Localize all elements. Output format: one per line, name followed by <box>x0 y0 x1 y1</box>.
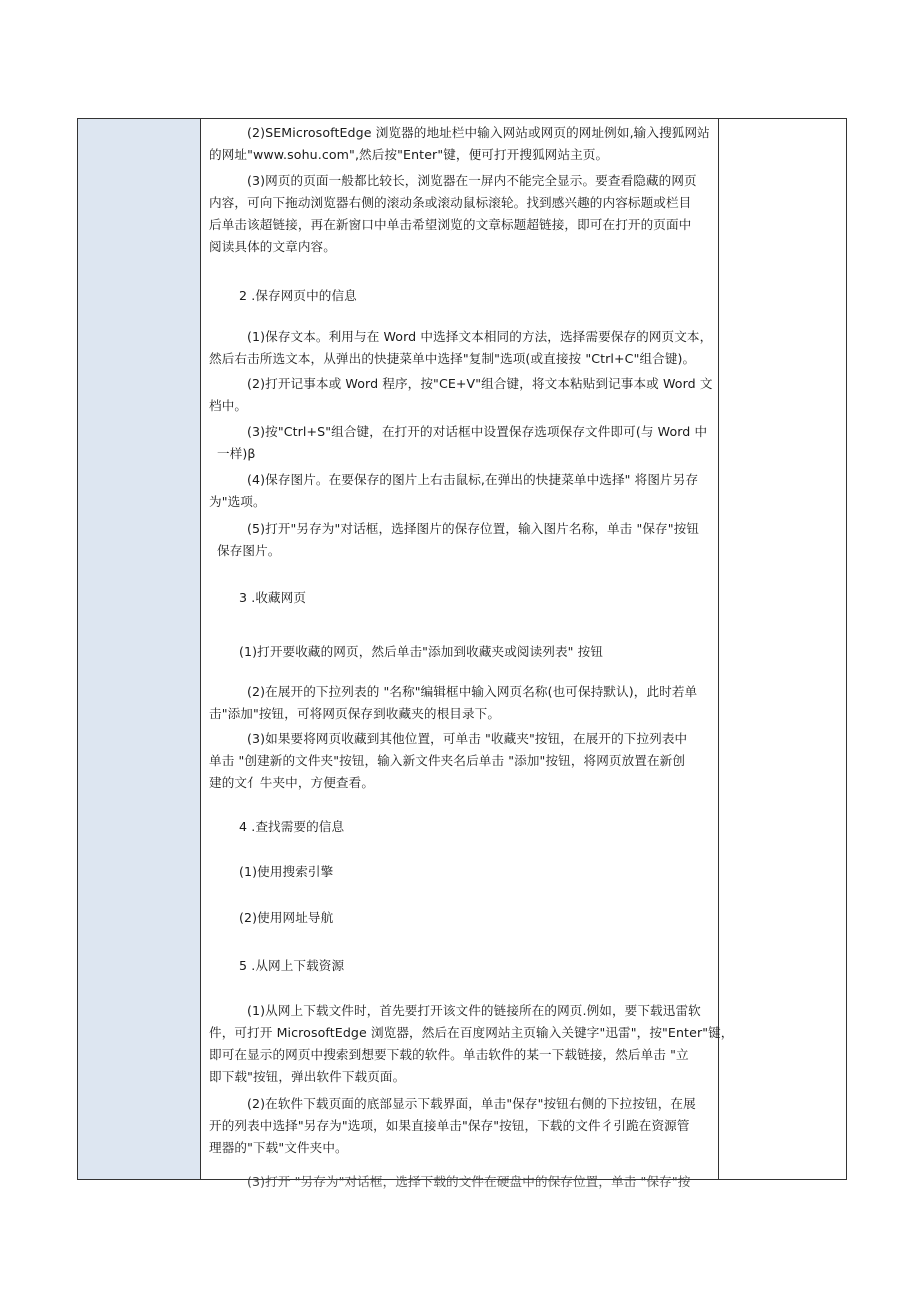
paragraph-url-nav <box>209 907 711 929</box>
paragraph-name-field <box>209 681 711 725</box>
text-line: 开的列表中选择"另存为"选项，如果直接单击"保存"按钮，下载的文件彳引跪在资源管 <box>209 1118 690 1133</box>
paragraph-cutoff <box>209 1171 711 1193</box>
text-line: (3)如果要将网页收藏到其他位置，可单击 "收藏夹"按钮，在展开的下拉列表中 <box>247 731 688 746</box>
paragraph-download <box>209 1000 734 1088</box>
section-heading-3 <box>209 587 711 609</box>
text-line: (2)SEMicrosoftEdge 浏览器的地址栏中输入网站或网页的网址例如,输入搜狐网站 <box>247 125 710 140</box>
paragraph-ctrl-s <box>209 421 711 465</box>
content-table <box>77 118 847 1189</box>
text-line: 然后右击所选文本，从弹出的快捷菜单中选择"复制"选项(或直接按 "Ctrl+C"组合键)。 <box>209 351 696 366</box>
text-line: (2)在软件下载页面的底部显示下载界面，单击"保存"按钮右侧的下拉按钮，在展 <box>247 1096 696 1111</box>
text-line: (1)打开要收藏的网页，然后单击"添加到收藏夹或阅读列表" 按钮 <box>239 644 604 659</box>
text-line: 2 .保存网页中的信息 <box>239 288 357 303</box>
right-column <box>718 119 846 1179</box>
paragraph-search-engine <box>209 861 711 883</box>
section-heading-2 <box>209 285 711 307</box>
text-line: (2)在展开的下拉列表的 "名称"编辑框中输入网页名称(也可保持默认)，此时若单 <box>247 684 698 699</box>
text-line: 件，可打开 MicrosoftEdge 浏览器，然后在百度网站主页输入关键字"迅雷"，按"Enter"键， <box>209 1025 734 1040</box>
paragraph-address-bar <box>209 122 711 166</box>
text-line: 为"选项。 <box>209 494 266 509</box>
text-line: (3)网页的页面一般都比较长，浏览器在一屏内不能完全显示。要查看隐藏的网页 <box>247 173 697 188</box>
text-line: 后单击该超链接，再在新窗口中单击希望浏览的文章标题超链接，即可在打开的页面中 <box>209 217 692 232</box>
text-line: 保存图片。 <box>217 543 281 558</box>
section-heading-5 <box>209 955 711 977</box>
text-line: (1)使用搜索引擎 <box>239 864 334 879</box>
text-line: 即下载"按钮，弹出软件下载页面。 <box>209 1069 406 1084</box>
text-line: (4)保存图片。在要保存的图片上右击鼠标,在弹出的快捷菜单中选择" 将图片另存 <box>247 472 699 487</box>
text-line: (1)从网上下载文件时，首先要打开该文件的链接所在的网页.例如，要下载迅雷软 <box>247 1003 701 1018</box>
paragraph-favorites <box>209 641 711 663</box>
paragraph-scroll <box>209 170 711 258</box>
text-line: 阅读具体的文章内容。 <box>209 239 336 254</box>
paragraph-save-text <box>209 326 711 370</box>
text-line: 的网址"www.sohu.com",然后按"Enter"键，便可打开搜狐网站主页。 <box>209 147 609 162</box>
paragraph-save-image <box>209 469 711 513</box>
left-column <box>78 119 201 1179</box>
paragraph-save-as <box>209 518 711 562</box>
text-line: 一样)β <box>217 446 256 461</box>
text-line: 内容，可向下拖动浏览器右侧的滚动条或滚动鼠标滚轮。找到感兴趣的内容标题或栏目 <box>209 195 692 210</box>
text-line: (2)打开记事本或 Word 程序，按"CE+V"组合键，将文本粘贴到记事本或 Word 文 <box>247 376 713 391</box>
text-line: (1)保存文本。利用与在 Word 中选择文本相同的方法，选择需要保存的网页文本， <box>247 329 713 344</box>
text-line: 4 .查找需要的信息 <box>239 819 345 834</box>
text-line: 3 .收藏网页 <box>239 590 307 605</box>
text-line: 击"添加"按钮，可将网页保存到收藏夹的根目录下。 <box>209 706 501 721</box>
text-line: 即可在显示的网页中搜索到想要下载的软件。单击软件的某一下载链接，然后单击 "立 <box>209 1047 689 1062</box>
text-line: (3)打开 "另存为"对话框，选择下载的文件在硬盘中的保存位置，单击 "保存"按 <box>247 1174 691 1189</box>
main-text-cell <box>205 119 734 1189</box>
paragraph-notepad <box>209 373 711 417</box>
text-line: (3)按"Ctrl+S"组合键，在打开的对话框中设置保存选项保存文件即可(与 Word 中 <box>247 424 708 439</box>
section-heading-4 <box>209 816 711 838</box>
text-line: 档中。 <box>209 398 248 413</box>
paragraph-download-page <box>209 1093 711 1159</box>
text-line: (2)使用网址导航 <box>239 910 334 925</box>
text-line: 建的文亻牛夹中，方便查看。 <box>209 775 375 790</box>
text-line: 单击 "创建新的文件夹"按钮，输入新文件夹名后单击 "添加"按钮，将网页放置在新创 <box>209 753 686 768</box>
paragraph-other-location <box>209 728 711 794</box>
text-line: (5)打开"另存为"对话框，选择图片的保存位置，输入图片名称，单击 "保存"按钮 <box>247 521 700 536</box>
text-line: 5 .从网上下载资源 <box>239 958 345 973</box>
text-line: 理器的"下载"文件夹中。 <box>209 1140 348 1155</box>
